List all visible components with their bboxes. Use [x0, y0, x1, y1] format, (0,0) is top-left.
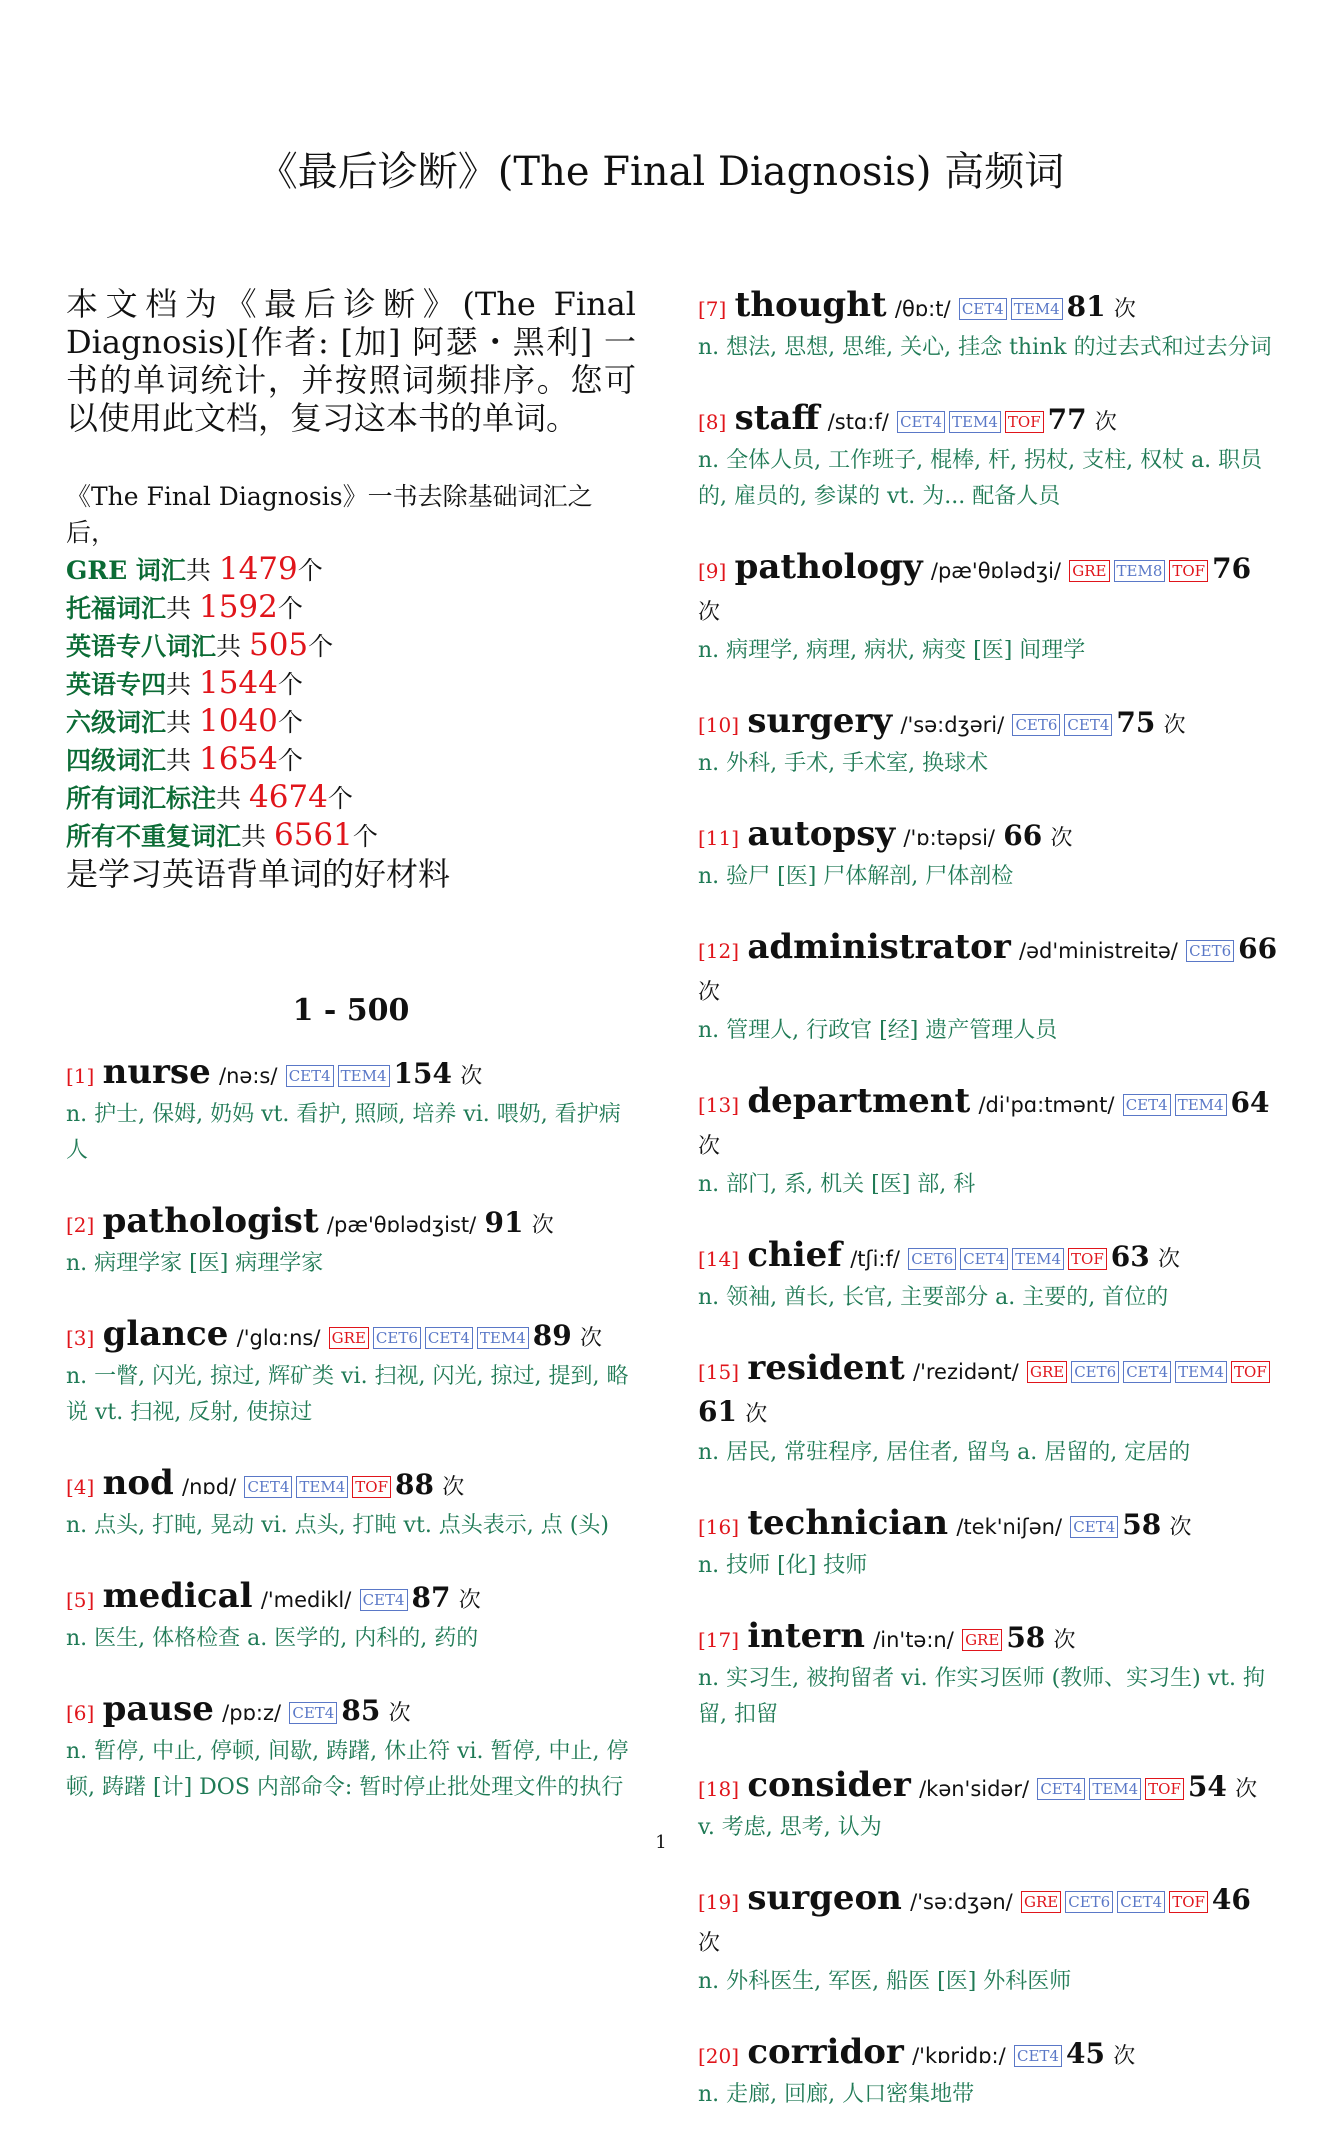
entry-count: 85: [341, 1694, 381, 1727]
entry-ipa: /'rezidənt/: [913, 1360, 1019, 1384]
word-entry: [698, 814, 1278, 895]
stat-mid: 共: [166, 594, 199, 623]
entry-word: consider: [747, 1765, 911, 1805]
tag-badge: CET6: [1071, 1361, 1119, 1383]
entry-word: pathologist: [102, 1201, 319, 1241]
stat-mid: 共: [185, 556, 219, 585]
word-entry: [66, 1463, 636, 1544]
tag-badge: CET4: [1123, 1361, 1171, 1383]
entry-head: [698, 1616, 1278, 1661]
tag-badge: TEM8: [1114, 560, 1166, 582]
entry-count: 58: [1006, 1621, 1046, 1654]
entry-count-unit: 次: [698, 1134, 721, 1159]
entry-definition: n. 管理人, 行政官 [经] 遗产管理人员: [698, 1018, 1058, 1043]
entry-ipa: /pæ'θɒlədʒist/: [326, 1213, 477, 1237]
entry-word: resident: [747, 1348, 905, 1388]
entry-count-unit: 次: [1113, 297, 1136, 322]
entry-count-unit: 次: [1235, 1777, 1258, 1802]
entry-word: corridor: [747, 2032, 904, 2072]
entry-definition: n. 病理学家 [医] 病理学家: [66, 1251, 324, 1276]
entry-definition: n. 护士, 保姆, 奶妈 vt. 看护, 照顾, 培养 vi. 喂奶, 看护病人: [66, 1102, 621, 1163]
entry-count: 89: [532, 1319, 572, 1352]
entry-count-unit: 次: [745, 1402, 768, 1427]
entry-word: staff: [734, 398, 820, 438]
stat-number: 1592: [198, 589, 278, 625]
stat-number: 1544: [198, 665, 278, 701]
entry-ipa: /di'pɑ:tmənt/: [978, 1093, 1115, 1117]
stat-label: 英语专四: [66, 670, 167, 699]
tag-badge: CET4: [1117, 1891, 1165, 1913]
entry-index: [3]: [66, 1326, 95, 1350]
entry-count-unit: 次: [1053, 1628, 1076, 1653]
entry-ipa: /nə:s/: [219, 1064, 278, 1088]
tag-badge: TOF: [352, 1476, 391, 1498]
entry-index: [8]: [698, 410, 727, 434]
tag-badge: CET6: [1186, 940, 1234, 962]
entry-ipa: /nɒd/: [182, 1475, 237, 1499]
entry-definition: n. 一瞥, 闪光, 掠过, 辉矿类 vi. 扫视, 闪光, 掠过, 提到, 略说 vt. 扫视, 反射, 使掠过: [66, 1364, 629, 1425]
entry-ipa: /in'tə:n/: [873, 1628, 954, 1652]
word-entry: [698, 1878, 1278, 2000]
entry-count: 75: [1116, 706, 1156, 739]
tag-badge: TOF: [1145, 1778, 1184, 1800]
entry-word: pathology: [734, 547, 923, 587]
entry-count: 77: [1047, 403, 1087, 436]
entry-ipa: /pɒ:z/: [222, 1701, 282, 1725]
entry-definition: n. 外科, 手术, 手术室, 换球术: [698, 751, 989, 776]
tag-badge: CET4: [1070, 1516, 1118, 1538]
page-title: 《最后诊断》(The Final Diagnosis) 高频词: [257, 149, 1065, 195]
intro-paragraph: 本文档为《最后诊断》(The Final Diagnosis)[作者: [加] 阿瑟・黑利] 一书的单词统计，并按照词频排序。您可以使用此文档，复习这本书的单词。: [66, 285, 636, 437]
entry-count-unit: 次: [1113, 2044, 1136, 2069]
tag-badge: CET6: [1012, 714, 1060, 736]
entry-count: 76: [1212, 552, 1252, 585]
stat-line: [66, 741, 636, 779]
entry-head: [698, 927, 1278, 1013]
word-entry: [698, 398, 1278, 515]
tag-badge: GRE: [1069, 560, 1109, 582]
entry-count-unit: 次: [442, 1475, 465, 1500]
entry-definition: v. 考虑, 思考, 认为: [698, 1815, 882, 1840]
stat-unit: 个: [277, 746, 303, 775]
entry-word: pause: [102, 1689, 214, 1729]
tag-badge: TEM4: [1175, 1094, 1227, 1116]
tag-badge: GRE: [962, 1629, 1002, 1651]
tag-badge: GRE: [1021, 1891, 1061, 1913]
stat-mid: 共: [166, 670, 199, 699]
entry-definition: n. 居民, 常驻程序, 居住者, 留鸟 a. 居留的, 定居的: [698, 1440, 1191, 1465]
entry-word: glance: [102, 1314, 229, 1354]
entry-word: surgeon: [747, 1878, 902, 1918]
tag-badge: GRE: [1027, 1361, 1067, 1383]
entry-word: autopsy: [747, 814, 896, 854]
entry-count-unit: 次: [1050, 826, 1073, 851]
entry-count-unit: 次: [1163, 713, 1186, 738]
entry-count-unit: 次: [1169, 1515, 1192, 1540]
entry-word: intern: [747, 1616, 865, 1656]
entry-ipa: /'medikl/: [260, 1588, 352, 1612]
entry-index: [2]: [66, 1213, 95, 1237]
entry-head: [698, 1878, 1278, 1964]
entry-count: 81: [1066, 290, 1106, 323]
tag-badge: CET4: [897, 411, 945, 433]
stat-unit: 个: [277, 670, 303, 699]
stat-label: 所有词汇标注: [66, 784, 217, 813]
entry-definition: n. 病理学, 病理, 病状, 病变 [医] 间理学: [698, 638, 1086, 663]
entry-word: thought: [734, 285, 887, 325]
stat-number: 505: [248, 627, 309, 663]
entry-definition: n. 外科医生, 军医, 船医 [医] 外科医师: [698, 1969, 1072, 1994]
entry-word: department: [747, 1081, 971, 1121]
entry-count-unit: 次: [531, 1213, 554, 1238]
entry-head: [66, 1576, 636, 1621]
entry-definition: n. 暂停, 中止, 停顿, 间歇, 踌躇, 休止符 vi. 暂停, 中止, 停顿, 踌躇 [计] DOS 内部命令: 暂时停止批处理文件的执行: [66, 1739, 629, 1800]
entry-count: 54: [1187, 1770, 1227, 1803]
entry-head: [698, 1235, 1278, 1280]
entry-word: technician: [747, 1503, 949, 1543]
word-entry: [698, 285, 1278, 366]
stat-number: 1040: [198, 703, 278, 739]
word-entry: [66, 1201, 636, 1282]
entry-ipa: /tek'niʃən/: [956, 1515, 1063, 1539]
word-entry: [698, 547, 1278, 669]
tag-badge: CET4: [360, 1589, 408, 1611]
stat-label: GRE 词汇: [66, 556, 186, 585]
entry-index: [7]: [698, 297, 727, 321]
word-entry: [698, 2032, 1278, 2113]
entry-definition: n. 领袖, 酋长, 长官, 主要部分 a. 主要的, 首位的: [698, 1285, 1169, 1310]
entry-head: [698, 547, 1278, 633]
stats-lead: 《The Final Diagnosis》一书去除基础词汇之后，: [66, 482, 593, 547]
word-entry: [698, 1616, 1278, 1733]
stat-unit: 个: [308, 632, 334, 661]
entry-head: [66, 1463, 636, 1508]
entry-head: [698, 285, 1278, 330]
tag-badge: CET4: [425, 1327, 473, 1349]
tag-badge: TEM4: [1011, 298, 1063, 320]
entry-index: [19]: [698, 1890, 740, 1914]
entry-count-unit: 次: [460, 1064, 483, 1089]
word-entry: [698, 1081, 1278, 1203]
stat-unit: 个: [327, 784, 353, 813]
entry-head: [66, 1052, 636, 1097]
stat-mid: 共: [216, 632, 249, 661]
stat-mid: 共: [216, 784, 249, 813]
entry-definition: n. 医生, 体格检查 a. 医学的, 内科的, 药的: [66, 1626, 479, 1651]
entry-head: [698, 398, 1278, 443]
tag-badge: CET6: [373, 1327, 421, 1349]
stat-number: 4674: [248, 779, 328, 815]
entry-count-unit: 次: [698, 600, 721, 625]
entry-index: [10]: [698, 713, 740, 737]
entry-index: [9]: [698, 559, 727, 583]
entry-index: [16]: [698, 1515, 740, 1539]
entry-ipa: /kən'sidər/: [919, 1777, 1030, 1801]
tag-badge: TOF: [1231, 1361, 1270, 1383]
entry-index: [17]: [698, 1628, 740, 1652]
entry-count-unit: 次: [458, 1588, 481, 1613]
tag-badge: CET6: [1065, 1891, 1113, 1913]
right-column: [698, 285, 1278, 2145]
tag-badge: CET4: [1064, 714, 1112, 736]
word-entry: [698, 701, 1278, 782]
word-entry: [66, 1689, 636, 1806]
stat-label: 英语专八词汇: [66, 632, 217, 661]
entry-definition: n. 全体人员, 工作班子, 棍棒, 杆, 拐杖, 支柱, 权杖 a. 职员的, 雇员的, 参谋的 vt. 为... 配备人员: [698, 448, 1263, 509]
entry-head: [698, 2032, 1278, 2077]
entry-definition: n. 走廊, 回廊, 人口密集地带: [698, 2082, 975, 2107]
stat-mid: 共: [241, 822, 274, 851]
stat-label: 所有不重复词汇: [66, 822, 242, 851]
word-entry: [66, 1576, 636, 1657]
entry-definition: n. 技师 [化] 技师: [698, 1553, 868, 1578]
entry-head: [698, 1348, 1278, 1435]
entry-head: [66, 1201, 636, 1246]
stats-block: [66, 479, 636, 893]
word-entry: [698, 1348, 1278, 1471]
entry-definition: n. 部门, 系, 机关 [医] 部, 科: [698, 1172, 976, 1197]
stat-label: 四级词汇: [66, 746, 167, 775]
entry-count: 45: [1065, 2037, 1105, 2070]
entry-ipa: /'kɒridɒ:/: [912, 2044, 1006, 2068]
stat-mid: 共: [166, 708, 199, 737]
entry-index: [5]: [66, 1588, 95, 1612]
stat-line: [66, 627, 636, 665]
entry-word: administrator: [747, 927, 1011, 967]
entry-word: medical: [102, 1576, 253, 1616]
entry-count-unit: 次: [698, 980, 721, 1005]
entry-count: 58: [1122, 1508, 1162, 1541]
entry-ipa: /θɒ:t/: [894, 297, 951, 321]
tag-badge: TEM4: [949, 411, 1001, 433]
entry-index: [20]: [698, 2044, 740, 2068]
entry-ipa: /'glɑ:ns/: [236, 1326, 321, 1350]
entry-definition: n. 实习生, 被拘留者 vi. 作实习医师 (教师、实习生) vt. 拘留, 扣留: [698, 1666, 1265, 1727]
stat-number: 6561: [273, 817, 353, 853]
word-entry: [698, 1235, 1278, 1316]
tag-badge: TEM4: [477, 1327, 529, 1349]
tag-badge: GRE: [329, 1327, 369, 1349]
left-column: [66, 285, 636, 1838]
entry-count-unit: 次: [1158, 1247, 1181, 1272]
entry-head: [66, 1689, 636, 1734]
stats-closing: 是学习英语背单词的好材料: [66, 855, 451, 893]
tag-badge: CET4: [1014, 2045, 1062, 2067]
tag-badge: TOF: [1068, 1248, 1107, 1270]
tag-badge: TOF: [1169, 1891, 1208, 1913]
entry-count: 87: [411, 1581, 451, 1614]
stat-label: 托福词汇: [66, 594, 167, 623]
stat-line: [66, 779, 636, 817]
stat-number: 1654: [198, 741, 278, 777]
entry-head: [66, 1314, 636, 1359]
entry-index: [4]: [66, 1475, 95, 1499]
entry-ipa: /'sə:dʒəri/: [900, 713, 1005, 737]
stat-line: [66, 665, 636, 703]
tag-badge: CET4: [289, 1702, 337, 1724]
entry-index: [1]: [66, 1064, 95, 1088]
stat-unit: 个: [352, 822, 378, 851]
word-entry: [66, 1314, 636, 1431]
tag-badge: TEM4: [1175, 1361, 1227, 1383]
stat-line: [66, 551, 636, 589]
tag-badge: CET6: [908, 1248, 956, 1270]
entry-definition: n. 验尸 [医] 尸体解剖, 尸体剖检: [698, 864, 1014, 889]
stat-line: [66, 703, 636, 741]
entry-head: [698, 1765, 1278, 1810]
tag-badge: CET4: [1123, 1094, 1171, 1116]
entry-word: nod: [102, 1463, 174, 1503]
word-entry: [698, 927, 1278, 1049]
entry-head: [698, 1081, 1278, 1167]
stat-line: [66, 817, 636, 855]
stat-unit: 个: [297, 556, 323, 585]
entry-count: 64: [1230, 1086, 1270, 1119]
entry-count: 61: [698, 1395, 737, 1428]
entry-ipa: /'sə:dʒən/: [910, 1890, 1013, 1914]
entry-word: nurse: [102, 1052, 211, 1092]
entry-count: 63: [1110, 1240, 1150, 1273]
entry-count: 46: [1211, 1883, 1251, 1916]
tag-badge: CET4: [1037, 1778, 1085, 1800]
entry-count-unit: 次: [698, 1931, 721, 1956]
entry-count-unit: 次: [579, 1326, 602, 1351]
entry-index: [12]: [698, 939, 740, 963]
entry-index: [13]: [698, 1093, 740, 1117]
entry-count: 66: [1003, 819, 1043, 852]
tag-badge: TEM4: [1012, 1248, 1064, 1270]
entry-ipa: /əd'ministreitə/: [1019, 939, 1178, 963]
entry-head: [698, 701, 1278, 746]
entry-index: [18]: [698, 1777, 740, 1801]
tag-badge: TEM4: [296, 1476, 348, 1498]
range-heading: 1 - 500: [292, 993, 410, 1028]
entry-count-unit: 次: [388, 1701, 411, 1726]
entry-count: 66: [1238, 932, 1278, 965]
entry-index: [14]: [698, 1247, 740, 1271]
tag-badge: CET4: [960, 1248, 1008, 1270]
tag-badge: TEM4: [1089, 1778, 1141, 1800]
entry-count-unit: 次: [1094, 410, 1117, 435]
entry-count: 154: [393, 1057, 452, 1090]
tag-badge: CET4: [286, 1065, 334, 1087]
entry-count: 88: [395, 1468, 434, 1501]
tag-badge: TEM4: [338, 1065, 390, 1087]
stat-unit: 个: [277, 594, 303, 623]
entry-ipa: /stɑ:f/: [827, 410, 889, 434]
entry-index: [15]: [698, 1360, 740, 1384]
word-entry: [66, 1052, 636, 1169]
stat-number: 1479: [218, 551, 298, 587]
stat-line: [66, 589, 636, 627]
tag-badge: TOF: [1005, 411, 1044, 433]
tag-badge: TOF: [1169, 560, 1208, 582]
entry-ipa: /'ɒ:təpsi/: [903, 826, 995, 850]
entry-count: 91: [484, 1206, 524, 1239]
stat-mid: 共: [166, 746, 199, 775]
entry-word: surgery: [747, 701, 893, 741]
entry-definition: n. 点头, 打盹, 晃动 vi. 点头, 打盹 vt. 点头表示, 点 (头): [66, 1513, 609, 1538]
entry-index: [6]: [66, 1701, 95, 1725]
page-number: 1: [655, 1832, 667, 1853]
tag-badge: CET4: [244, 1476, 292, 1498]
entry-head: [698, 814, 1278, 859]
stat-label: 六级词汇: [66, 708, 167, 737]
entry-head: [698, 1503, 1278, 1548]
entry-ipa: /tʃi:f/: [850, 1247, 900, 1271]
entry-index: [11]: [698, 826, 740, 850]
entry-word: chief: [747, 1235, 842, 1275]
entry-definition: n. 想法, 思想, 思维, 关心, 挂念 think 的过去式和过去分词: [698, 335, 1272, 360]
tag-badge: CET4: [959, 298, 1007, 320]
stat-unit: 个: [277, 708, 303, 737]
entry-ipa: /pæ'θɒlədʒi/: [930, 559, 1062, 583]
word-entry: [698, 1503, 1278, 1584]
entries-left: [66, 1052, 636, 1806]
